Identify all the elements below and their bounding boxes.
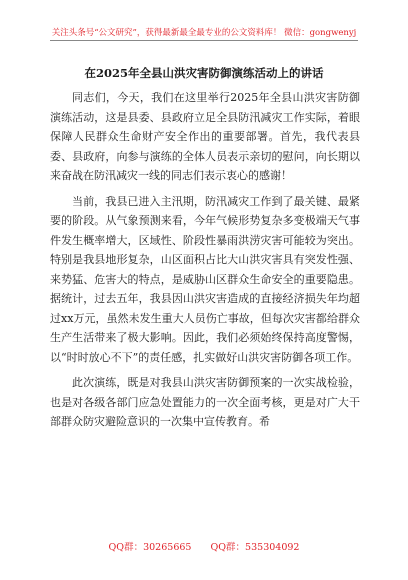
footer-qq-group-2: QQ群：535304092 xyxy=(210,542,300,553)
paragraph-3: 此次演练，既是对我县山洪灾害防御预案的一次实战检验，也是对各级各部门应急处置能力的一次全面考核，更是对广大干部群众防灾避险意识的一次集中宣传教育。希 xyxy=(50,376,360,428)
header-divider xyxy=(50,40,358,41)
footer-qq-group-1: QQ群：30265665 xyxy=(108,542,192,553)
paragraph-2: 当前，我县已进入主汛期，防汛减灾工作到了最关键、最紧要的阶段。从气象预测来看，今年气候形势复杂多变极端天气事件发生概率增大，区域性、阶段性暴雨洪涝灾害可能较为突出。特别是我县地形复杂，山区面积占比大山洪灾害具有突发性强、来势猛、危害大的特点，是威胁山区群众生命安全的重要隐患。据统计，过去五年，我县因山洪灾害造成的直接经济损失年均超过xx万元，虽然未发生重大人员伤亡事故，但每次灾害都给群众生产生活带来了极大影响。因此，我们必须始终保持高度警惕，以“时时放心不下”的责任感，扎实做好山洪灾害防御各项工作。 xyxy=(50,194,360,364)
document-body xyxy=(50,88,360,438)
footer-contacts xyxy=(40,539,368,553)
paragraph-1: 同志们，今天，我们在这里举行2025年全县山洪灾害防御演练活动，这是县委、县政府立足全县防汛减灾工作实际，着眼保障人民群众生命财产安全作出的重要部署。首先，我代表县委、县政府，向参与演练的全体人员表示亲切的慰问，向长期以来奋战在防汛减灾一线的同志们表示衷心的感谢！ xyxy=(50,91,360,182)
document-title: 在2025年全县山洪灾害防御演练活动上的讲话 xyxy=(84,66,324,80)
header-banner: 关注头条号“公文研究”，获得最新最全最专业的公文资料库！ 微信：gongwenyj xyxy=(51,28,357,38)
